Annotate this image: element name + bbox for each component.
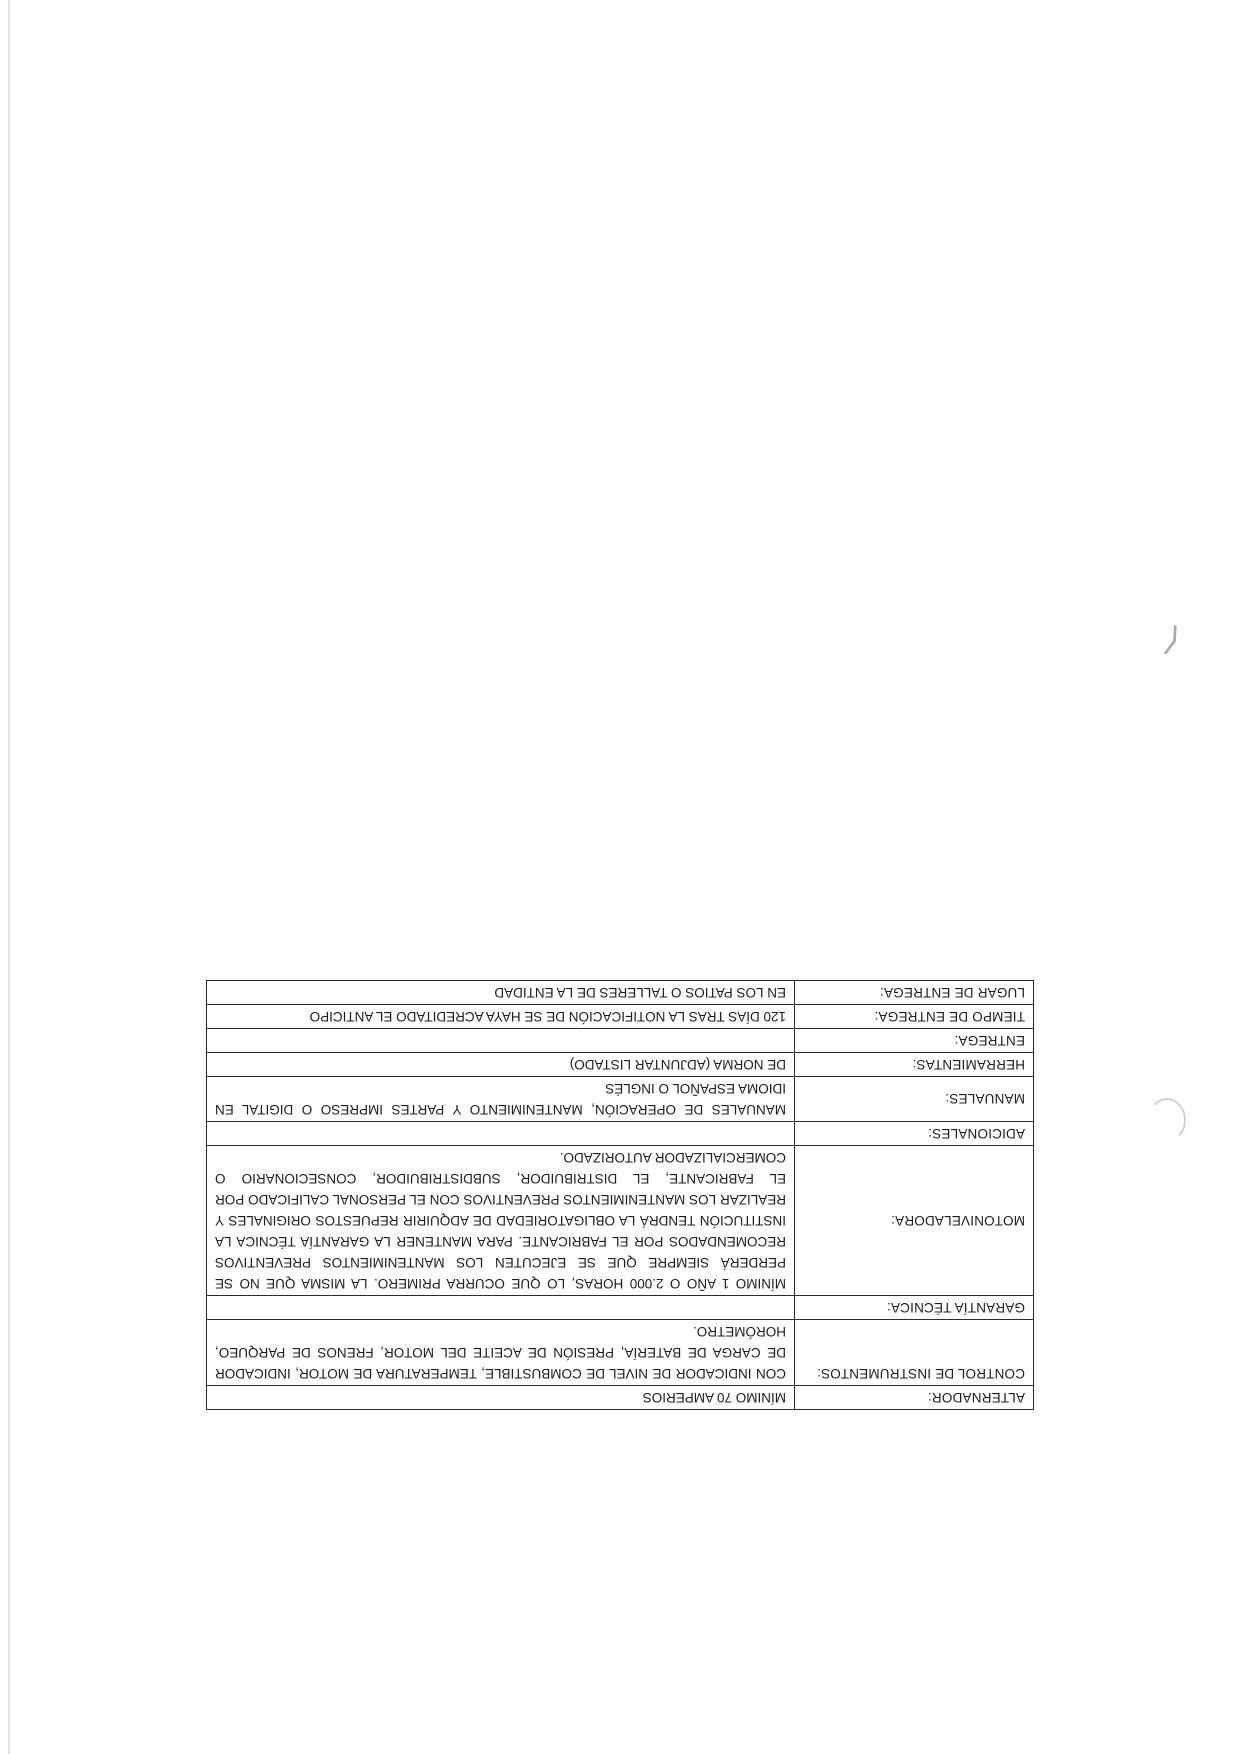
table-row bbox=[207, 981, 1034, 1005]
row-value bbox=[207, 1296, 795, 1320]
section-label: ENTREGA: bbox=[795, 1029, 1034, 1053]
row-label: MOTONIVELADORA: bbox=[795, 1146, 1034, 1296]
scan-edge-line bbox=[8, 0, 10, 1754]
specifications-table bbox=[206, 980, 1034, 1410]
section-label: GARANTÍA TÉCNICA: bbox=[795, 1296, 1034, 1320]
table-row bbox=[207, 1053, 1034, 1077]
row-value bbox=[207, 1029, 795, 1053]
row-label: HERRAMIENTAS: bbox=[795, 1053, 1034, 1077]
section-row bbox=[207, 1122, 1034, 1146]
table-row bbox=[207, 1005, 1034, 1029]
row-value: MÍNIMO 1 AÑO O 2.000 HORAS, LO QUE OCURRA PRIMERO. LA MISMA QUE NO SE PERDERÁ SIEMPRE QUE SE EJECUTEN LOS MANTENIMIENTOS PREVENTIVOS RECOMENDADOS POR EL FABRICANTE. PARA MANTENER LA GARANTÍA TÉCNICA LA INSTITUCIÓN TENDRÁ LA OBLIGATORIEDAD DE ADQUIRIR REPUESTOS ORIGINALES Y REALIZAR LOS MANTENIMIENTOS PREVENTIVOS CON EL PERSONAL CALIFICADO POR EL FABRICANTE, EL DISTRIBUIDOR, SUBDISTRIBUIDOR, CONSECIONARIO O COMERCIALIZADOR AUTORIZADO. bbox=[207, 1146, 795, 1296]
table-row bbox=[207, 1320, 1034, 1386]
row-value: DE NORMA (ADJUNTAR LISTADO) bbox=[207, 1053, 795, 1077]
row-label: LUGAR DE ENTREGA: bbox=[795, 981, 1034, 1005]
row-value: EN LOS PATIOS O TALLERES DE LA ENTIDAD bbox=[207, 981, 795, 1005]
section-row bbox=[207, 1029, 1034, 1053]
table-row bbox=[207, 1146, 1034, 1296]
row-value: 120 DÍAS TRAS LA NOTIFICACIÓN DE SE HAYA ACREDITADO EL ANTICIPO bbox=[207, 1005, 795, 1029]
row-label: ALTERNADOR: bbox=[795, 1386, 1034, 1410]
row-value bbox=[207, 1122, 795, 1146]
section-row bbox=[207, 1296, 1034, 1320]
row-value: MANUALES DE OPERACIÓN, MANTENIMIENTO Y PARTES IMPRESO O DIGITAL EN IDIOMA ESPAÑOL O INGLÉS bbox=[207, 1077, 795, 1122]
row-value: CON INDICADOR DE NIVEL DE COMBUSTIBLE, TEMPERATURA DE MOTOR, INDICADOR DE CARGA DE BATERÍA, PRESIÓN DE ACEITE DEL MOTOR, FRENOS DE PARQUEO, HORÓMETRO. bbox=[207, 1320, 795, 1386]
row-label: TIEMPO DE ENTREGA: bbox=[795, 1005, 1034, 1029]
binder-mark: ⟩ bbox=[1159, 618, 1186, 662]
section-label: ADICIONALES: bbox=[795, 1122, 1034, 1146]
table-row bbox=[207, 1077, 1034, 1122]
row-label: MANUALES: bbox=[795, 1077, 1034, 1122]
punch-hole-mark bbox=[1148, 1098, 1186, 1142]
table-row bbox=[207, 1386, 1034, 1410]
row-label: CONTROL DE INSTRUMENTOS: bbox=[795, 1320, 1034, 1386]
row-value: MÍNIMO 70 AMPERIOS bbox=[207, 1386, 795, 1410]
